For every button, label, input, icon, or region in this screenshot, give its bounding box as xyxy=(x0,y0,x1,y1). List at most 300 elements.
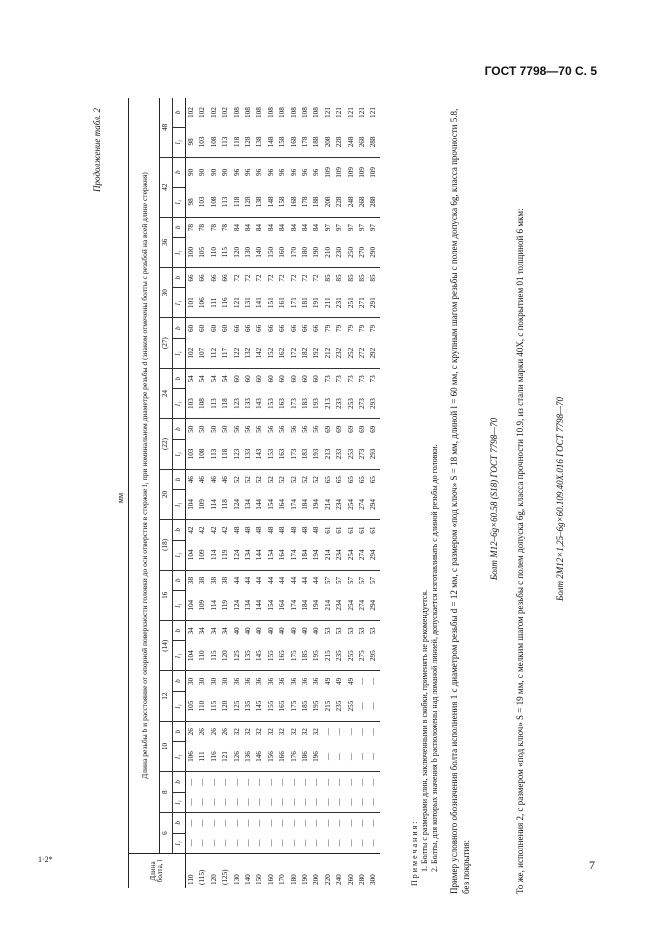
value-cell: 60 xyxy=(301,375,309,383)
value-cell: 160 xyxy=(277,238,288,268)
table-row xyxy=(232,98,243,888)
value-cell: 78 xyxy=(186,217,198,237)
value-cell: 251 xyxy=(345,288,356,318)
value-cell: 32 xyxy=(232,728,241,736)
value-cell: 52 xyxy=(312,476,321,484)
value-cell: 121 xyxy=(323,107,332,118)
value-cell: 162 xyxy=(277,338,288,368)
value-cell: 30 xyxy=(221,677,230,685)
value-cell: 73 xyxy=(346,375,355,383)
value-cell: — xyxy=(368,691,379,721)
value-cell: 38 xyxy=(221,576,230,585)
subheader-b: b xyxy=(173,268,186,288)
value-cell: 158 xyxy=(277,187,288,217)
value-cell: 38 xyxy=(186,570,198,590)
value-cell: 146 xyxy=(254,742,265,772)
value-cell: 66 xyxy=(232,324,241,333)
value-cell: — xyxy=(186,833,198,853)
value-cell: 191 xyxy=(311,288,322,318)
value-cell: 235 xyxy=(334,691,345,721)
subheader-b: b xyxy=(173,469,186,489)
value-cell: 141 xyxy=(254,288,265,318)
value-cell: 66 xyxy=(198,274,207,282)
value-cell: 54 xyxy=(186,368,198,388)
value-cell: 53 xyxy=(323,627,332,635)
subheader-l1: l₁ xyxy=(173,127,186,157)
value-cell: 106 xyxy=(197,288,208,318)
value-cell: 96 xyxy=(278,168,287,176)
length-cell: 280 xyxy=(357,854,368,889)
value-cell: — xyxy=(197,792,208,812)
value-cell: 126 xyxy=(232,742,243,772)
value-cell: — xyxy=(255,778,264,786)
value-cell: 32 xyxy=(255,728,264,736)
value-cell: 255 xyxy=(345,641,356,671)
value-cell: 56 xyxy=(278,425,287,433)
notes-block xyxy=(410,106,440,886)
value-cell: 85 xyxy=(323,274,332,282)
value-cell: 108 xyxy=(197,439,208,469)
value-cell: 26 xyxy=(186,721,198,741)
notes-heading: Примечания: xyxy=(410,819,419,886)
value-cell: 108 xyxy=(255,107,264,118)
value-cell: 49 xyxy=(335,677,344,685)
subheader-b: b xyxy=(173,368,186,388)
value-cell: 115 xyxy=(209,641,220,671)
value-cell: 96 xyxy=(312,168,321,176)
value-cell: 164 xyxy=(277,540,288,570)
value-cell: 155 xyxy=(266,641,277,671)
value-cell: — xyxy=(334,792,345,812)
value-cell: 36 xyxy=(244,677,253,685)
value-cell: 148 xyxy=(266,187,277,217)
value-cell: — xyxy=(232,833,243,853)
value-cell: 250 xyxy=(345,238,356,268)
value-cell: 65 xyxy=(369,476,378,484)
value-cell: 166 xyxy=(277,742,288,772)
value-cell: 234 xyxy=(334,490,345,520)
value-cell: 38 xyxy=(198,576,207,585)
value-cell: 185 xyxy=(300,641,311,671)
value-cell: 61 xyxy=(346,526,355,534)
table-row xyxy=(368,98,379,888)
diameter-header: (14) xyxy=(160,620,173,670)
subheader-l1: l₁ xyxy=(173,742,186,772)
value-cell: 40 xyxy=(255,627,264,635)
table-row xyxy=(323,98,334,888)
value-cell: 65 xyxy=(357,476,366,484)
value-cell: 109 xyxy=(335,167,344,178)
value-cell: 46 xyxy=(221,476,230,484)
value-cell: 73 xyxy=(323,375,332,383)
value-cell: 130 xyxy=(243,238,254,268)
value-cell: 144 xyxy=(254,540,265,570)
value-cell: 52 xyxy=(278,476,287,484)
value-cell: 113 xyxy=(220,187,231,217)
value-cell: 66 xyxy=(289,324,298,333)
subheader-l1: l₁ xyxy=(173,439,186,469)
value-cell: 42 xyxy=(221,526,230,534)
value-cell: 53 xyxy=(357,627,366,635)
value-cell: 119 xyxy=(220,540,231,570)
value-cell: 108 xyxy=(209,187,220,217)
value-cell: — xyxy=(209,792,220,812)
value-cell: 52 xyxy=(232,476,241,484)
value-cell: 173 xyxy=(289,439,300,469)
value-cell: — xyxy=(335,819,344,827)
length-cell: 260 xyxy=(345,854,356,889)
value-cell: 52 xyxy=(266,476,275,484)
value-cell: 52 xyxy=(289,476,298,484)
value-cell: 295 xyxy=(368,641,379,671)
value-cell: 148 xyxy=(266,127,277,157)
value-cell: — xyxy=(335,778,344,786)
value-cell: 252 xyxy=(345,338,356,368)
value-cell: 52 xyxy=(301,476,309,484)
value-cell: 108 xyxy=(197,389,208,419)
example-second: То же, исполнения 2, с размером «под ключ» S = 19 мм, с мелким шагом резьбы с полем допуска 6g, класса прочности 10.9, из стали марки 40Х, с покрытием 01 толщиной 6 мкм: xyxy=(515,208,525,894)
value-cell: 105 xyxy=(186,691,198,721)
length-cell: 190 xyxy=(300,854,311,889)
value-cell: 40 xyxy=(312,627,321,635)
value-cell: 79 xyxy=(335,324,344,333)
value-cell: 46 xyxy=(198,476,207,484)
value-cell: 52 xyxy=(255,476,264,484)
value-cell: 121 xyxy=(357,107,366,118)
subheader-l1: l₁ xyxy=(173,490,186,520)
value-cell: 248 xyxy=(345,127,356,157)
value-cell: 34 xyxy=(209,627,218,635)
value-cell: 186 xyxy=(300,742,311,772)
subheader-l1: l₁ xyxy=(173,540,186,570)
value-cell: 106 xyxy=(186,742,198,772)
value-cell: 135 xyxy=(243,641,254,671)
value-cell: 72 xyxy=(232,274,241,282)
subheader-row xyxy=(173,98,186,888)
value-cell: 233 xyxy=(334,389,345,419)
value-cell: 128 xyxy=(243,187,254,217)
value-cell: 56 xyxy=(255,425,264,433)
value-cell: 124 xyxy=(232,591,243,621)
value-cell: 152 xyxy=(266,338,277,368)
value-cell: 34 xyxy=(186,620,198,640)
table-row xyxy=(311,98,322,888)
value-cell: 69 xyxy=(369,425,378,433)
length-cell: 300 xyxy=(368,854,379,889)
value-cell: 46 xyxy=(209,476,218,484)
value-cell: 36 xyxy=(301,677,309,685)
value-cell: 69 xyxy=(357,425,366,433)
value-cell: 72 xyxy=(278,274,287,282)
value-cell: 253 xyxy=(345,439,356,469)
value-cell: — xyxy=(357,728,366,736)
value-cell: 57 xyxy=(346,576,355,585)
value-cell: 49 xyxy=(323,677,332,685)
value-cell: 288 xyxy=(368,127,379,157)
value-cell: — xyxy=(357,792,368,812)
value-cell: — xyxy=(357,819,366,827)
value-cell: 176 xyxy=(289,742,300,772)
value-cell: — xyxy=(301,778,309,786)
value-cell: 108 xyxy=(209,127,220,157)
table-row xyxy=(186,98,198,888)
value-cell: 102 xyxy=(186,338,198,368)
value-cell: 194 xyxy=(311,540,322,570)
value-cell: 26 xyxy=(209,728,218,736)
value-cell: 161 xyxy=(277,288,288,318)
value-cell: — xyxy=(278,819,287,827)
value-cell: 60 xyxy=(209,324,218,333)
length-cell: 220 xyxy=(323,854,334,889)
table-row xyxy=(220,98,231,888)
example-formula-1: Болт М12–6g×60.58 (S18) ГОСТ 7798—70 xyxy=(489,417,499,581)
subheader-l1: l₁ xyxy=(173,691,186,721)
value-cell: 98 xyxy=(186,187,198,217)
value-cell: 164 xyxy=(277,490,288,520)
value-cell: 230 xyxy=(334,238,345,268)
value-cell: — xyxy=(289,833,300,853)
value-cell: — xyxy=(323,792,334,812)
diameter-header: (22) xyxy=(160,419,173,469)
table-body xyxy=(186,98,380,888)
length-header: Длина болта, l xyxy=(129,854,186,889)
subheader-b: b xyxy=(173,520,186,540)
value-cell: 32 xyxy=(278,728,287,736)
subheader-l1: l₁ xyxy=(173,389,186,419)
value-cell: 49 xyxy=(346,677,355,685)
value-cell: 104 xyxy=(186,490,198,520)
value-cell: 124 xyxy=(232,490,243,520)
value-cell: 48 xyxy=(289,526,298,534)
value-cell: 234 xyxy=(334,540,345,570)
note-2: 2. Болты, для которых значения b расположены над ломаной линией, допускается изготавливать с длиной резьбы до головки. xyxy=(430,444,439,872)
value-cell: — xyxy=(198,819,207,827)
value-cell: 26 xyxy=(221,728,230,736)
value-cell: — xyxy=(368,792,379,812)
value-cell: 271 xyxy=(357,288,368,318)
value-cell: 90 xyxy=(198,168,207,176)
value-cell: 60 xyxy=(266,375,275,383)
value-cell: 104 xyxy=(186,591,198,621)
value-cell: 294 xyxy=(368,490,379,520)
value-cell: 140 xyxy=(254,238,265,268)
value-cell: 254 xyxy=(345,490,356,520)
value-cell: 211 xyxy=(323,288,334,318)
value-cell: 163 xyxy=(277,389,288,419)
value-cell: 151 xyxy=(266,288,277,318)
value-cell: 60 xyxy=(221,324,230,333)
value-cell: 40 xyxy=(266,627,275,635)
value-cell: 174 xyxy=(289,540,300,570)
value-cell: 208 xyxy=(323,187,334,217)
value-cell: 40 xyxy=(301,627,309,635)
value-cell: 190 xyxy=(311,238,322,268)
value-cell: 56 xyxy=(301,425,309,433)
value-cell: — xyxy=(220,792,231,812)
value-cell: 108 xyxy=(278,107,287,118)
length-cell: 180 xyxy=(289,854,300,889)
subheader-l1: l₁ xyxy=(173,641,186,671)
value-cell: 72 xyxy=(266,274,275,282)
value-cell: 72 xyxy=(244,274,253,282)
value-cell: 53 xyxy=(346,627,355,635)
value-cell: 195 xyxy=(311,691,322,721)
value-cell: 293 xyxy=(368,389,379,419)
value-cell: 50 xyxy=(186,419,198,439)
value-cell: 135 xyxy=(243,691,254,721)
diameter-header: (18) xyxy=(160,520,173,570)
subheader-l1: l₁ xyxy=(173,833,186,853)
value-cell: 172 xyxy=(289,338,300,368)
subheader-b: b xyxy=(173,620,186,640)
value-cell: 54 xyxy=(221,375,230,383)
value-cell: 131 xyxy=(243,288,254,318)
value-cell: — xyxy=(266,819,275,827)
value-cell: 104 xyxy=(186,641,198,671)
value-cell: 118 xyxy=(220,490,231,520)
value-cell: — xyxy=(300,792,311,812)
value-cell: — xyxy=(357,778,366,786)
value-cell: 98 xyxy=(186,127,198,157)
value-cell: 44 xyxy=(278,576,287,585)
value-cell: 182 xyxy=(300,338,311,368)
diameter-header: 16 xyxy=(160,570,173,620)
value-cell: 109 xyxy=(369,167,378,178)
value-cell: — xyxy=(346,778,355,786)
value-cell: 84 xyxy=(232,223,241,232)
value-cell: 195 xyxy=(311,641,322,671)
value-cell: 32 xyxy=(289,728,298,736)
value-cell: 215 xyxy=(323,641,334,671)
value-cell: 118 xyxy=(220,439,231,469)
value-cell: 34 xyxy=(198,627,207,635)
value-cell: 183 xyxy=(300,439,311,469)
value-cell: 53 xyxy=(335,627,344,635)
value-cell: 138 xyxy=(254,187,265,217)
value-cell: 274 xyxy=(357,591,368,621)
value-cell: 48 xyxy=(266,526,275,534)
table-row xyxy=(300,98,311,888)
diameter-header: 10 xyxy=(160,721,173,771)
value-cell: 120 xyxy=(220,641,231,671)
value-cell: 69 xyxy=(346,425,355,433)
value-cell: 50 xyxy=(221,425,230,433)
value-cell: 108 xyxy=(266,107,275,118)
value-cell: 231 xyxy=(334,288,345,318)
subheader-l1: l₁ xyxy=(173,792,186,812)
value-cell: 32 xyxy=(244,728,253,736)
value-cell: 84 xyxy=(255,223,264,232)
value-cell: 84 xyxy=(266,223,275,232)
value-cell: 44 xyxy=(244,576,253,585)
page-number: 7 xyxy=(589,858,595,872)
value-cell: 294 xyxy=(368,540,379,570)
value-cell: 180 xyxy=(300,238,311,268)
value-cell: 65 xyxy=(346,476,355,484)
value-cell: 54 xyxy=(198,375,207,383)
value-cell: 109 xyxy=(197,540,208,570)
value-cell: 174 xyxy=(289,490,300,520)
value-cell: — xyxy=(357,833,368,853)
value-cell: 56 xyxy=(266,425,275,433)
value-cell: 56 xyxy=(244,425,253,433)
value-cell: 36 xyxy=(255,677,264,685)
value-cell: — xyxy=(357,691,368,721)
length-cell: 110 xyxy=(186,854,198,889)
value-cell: 66 xyxy=(244,324,253,333)
value-cell: 78 xyxy=(209,223,218,232)
value-cell: 108 xyxy=(289,107,298,118)
value-cell: 103 xyxy=(186,389,198,419)
value-cell: 54 xyxy=(209,375,218,383)
value-cell: 103 xyxy=(197,187,208,217)
value-cell: 85 xyxy=(335,274,344,282)
length-cell: 240 xyxy=(334,854,345,889)
value-cell: 118 xyxy=(220,389,231,419)
value-cell: 57 xyxy=(335,576,344,585)
value-cell: 163 xyxy=(277,439,288,469)
value-cell: 44 xyxy=(301,576,309,585)
value-cell: 150 xyxy=(266,238,277,268)
value-cell: — xyxy=(221,819,230,827)
value-cell: 114 xyxy=(209,490,220,520)
value-cell: — xyxy=(311,792,322,812)
value-cell: 118 xyxy=(232,127,243,157)
value-cell: 36 xyxy=(289,677,298,685)
value-cell: — xyxy=(220,833,231,853)
value-cell: 113 xyxy=(220,127,231,157)
value-cell: 156 xyxy=(266,742,277,772)
value-cell: 274 xyxy=(357,540,368,570)
subheader-b: b xyxy=(173,772,186,792)
value-cell: 84 xyxy=(289,223,298,232)
rotated-content xyxy=(92,98,652,898)
value-cell: 173 xyxy=(289,389,300,419)
value-cell: 72 xyxy=(255,274,264,282)
value-cell: 212 xyxy=(323,338,334,368)
value-cell: 215 xyxy=(323,691,334,721)
value-cell: 60 xyxy=(186,318,198,338)
value-cell: 84 xyxy=(278,223,287,232)
value-cell: 121 xyxy=(369,107,378,118)
value-cell: 214 xyxy=(323,490,334,520)
value-cell: 96 xyxy=(301,168,309,176)
value-cell: 109 xyxy=(346,167,355,178)
value-cell: 97 xyxy=(346,223,355,232)
value-cell: 60 xyxy=(278,375,287,383)
value-cell: — xyxy=(334,742,345,772)
value-cell: 50 xyxy=(198,425,207,433)
value-cell: 38 xyxy=(209,576,218,585)
value-cell: — xyxy=(369,677,378,685)
value-cell: 60 xyxy=(255,375,264,383)
value-cell: 194 xyxy=(311,490,322,520)
value-cell: 40 xyxy=(278,627,287,635)
value-cell: 171 xyxy=(289,288,300,318)
value-cell: 32 xyxy=(312,728,321,736)
value-cell: — xyxy=(357,742,368,772)
value-cell: 111 xyxy=(197,742,208,772)
value-cell: — xyxy=(244,778,253,786)
value-cell: 101 xyxy=(186,288,198,318)
value-cell: 44 xyxy=(289,576,298,585)
value-cell: 165 xyxy=(277,641,288,671)
value-cell: — xyxy=(335,728,344,736)
value-cell: 170 xyxy=(289,238,300,268)
value-cell: 184 xyxy=(300,540,311,570)
value-cell: — xyxy=(357,677,366,685)
value-cell: 53 xyxy=(369,627,378,635)
